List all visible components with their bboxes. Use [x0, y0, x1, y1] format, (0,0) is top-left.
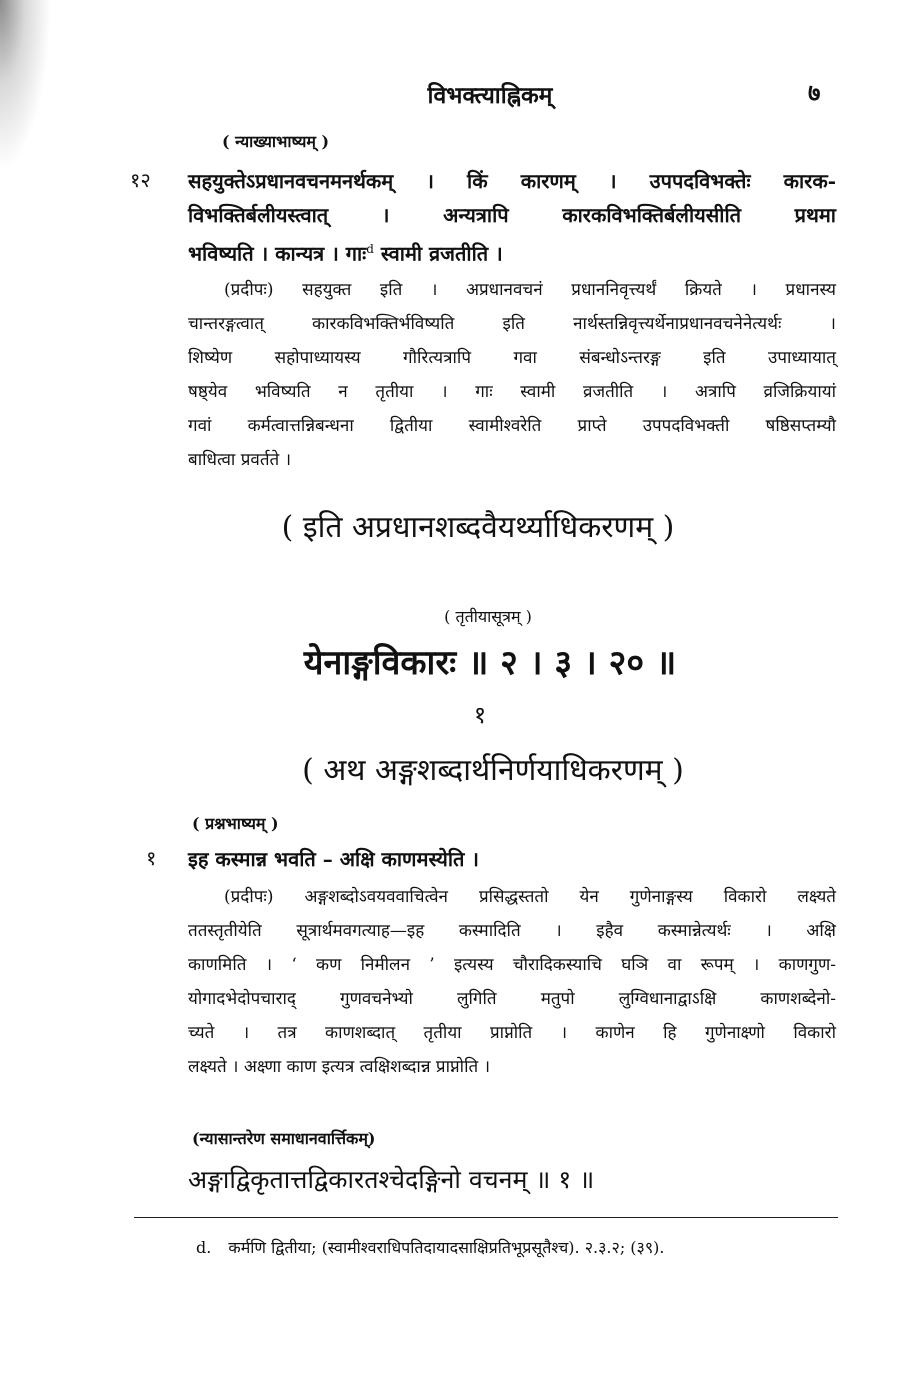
prashna-text: इह कस्मान्न भवति – अक्षि काणमस्येति । [188, 847, 479, 871]
vartika-label: (न्यासान्तरेण समाधानवार्त्तिकम्) [192, 1129, 376, 1148]
commentary-line: काणमिति । ‘ कण निमीलन ’ इत्यस्य चौरादिकस्याचि घञि वा रूपम् । काणगुण- [188, 955, 836, 975]
sutra-label: ( तृतीयासूत्रम् ) [444, 607, 532, 626]
footnote-marker: d [366, 242, 374, 256]
bhashya-text [188, 164, 836, 271]
footnote-marker-label: d. [196, 1238, 212, 1257]
bhashya-line: सहयुक्तेऽप्रधानवचनमनर्थकम् । किं कारणम् । उपपदविभक्तेः कारक- [188, 169, 836, 193]
commentary-line: बाधित्वा प्रवर्तते । [188, 450, 292, 470]
footnote [196, 1236, 846, 1258]
running-header-title: विभक्त्याह्निकम् [427, 82, 553, 109]
scan-edge-shadow [0, 0, 60, 200]
bhashya-number: १२ [130, 168, 151, 192]
prashna-number: १ [146, 846, 157, 870]
commentary-line: गवां कर्मत्वात्तन्निबन्धना द्वितीया स्वामीश्वरेति प्राप्ते उपपदविभक्ती षष्ठिसप्तम्यौ [188, 416, 836, 436]
adhikarana-heading: ( अथ अङ्गशब्दार्थनिर्णयाधिकरणम् ) [302, 753, 684, 788]
commentary-line: चान्तरङ्गत्वात् कारकविभक्तिर्भविष्यति इति नार्थस्तन्निवृत्त्यर्थेनाप्रधानवचनेनेत्यर्थः । [188, 314, 836, 334]
commentary-line: (प्रदीपः) सहयुक्त इति । अप्रधानवचनं प्रधाननिवृत्त्यर्थं क्रियते । प्रधानस्य [224, 280, 836, 300]
commentary-line: योगादभेदोपचाराद् गुणवचनेभ्यो लुगिति मतुपो लुग्विधानाद्वाऽक्षि काणशब्देनो- [188, 989, 836, 1009]
pradipa-commentary-1 [188, 273, 836, 477]
prashna-bhashya-label: ( प्रश्नभाष्यम् ) [192, 814, 279, 833]
commentary-line: ततस्तृतीयेति सूत्रार्थमवगत्याह—इह कस्मादिति । इहैव कस्मान्नेत्यर्थः । अक्षि [188, 921, 836, 941]
footnote-rule [134, 1217, 838, 1218]
commentary-line: शिष्येण सहोपाध्यायस्य गौरित्यत्रापि गवा संबन्धोऽन्तरङ्ग इति उपाध्यायात् [188, 348, 836, 368]
vartika-text: अङ्गाद्विकृतात्तद्विकारतश्चेदङ्गिनो वचनम् ॥ १ ॥ [188, 1165, 595, 1194]
bhashya-line: भविष्यति । कान्यत्र । गाः$^d$ स्वामी व्रजतीति । [188, 241, 503, 266]
commentary-line: च्यते । तत्र काणशब्दात् तृतीया प्राप्नोति । काणेन हि गुणेनाक्ष्णो विकारो [188, 1023, 836, 1043]
commentary-line: लक्ष्यते । अक्ष्णा काण इत्यत्र त्वक्षिशब्दान्न प्राप्नोति । [188, 1057, 491, 1077]
pradipa-commentary-2 [188, 880, 836, 1084]
sutra-number: १ [473, 701, 487, 729]
footnote-text: कर्मणि द्वितीया; (स्वामीश्वराधिपतिदायादसाक्षिप्रतिभूप्रसूतैश्च). २.३.२; (३९). [228, 1238, 665, 1257]
commentary-line: (प्रदीपः) अङ्गशब्दोऽवयववाचित्वेन प्रसिद्धस्ततो येन गुणेनाङ्गस्य विकारो लक्ष्यते [224, 887, 836, 907]
sutra-title: येनाङ्गविकारः ॥ २ । ३ । २० ॥ [303, 643, 677, 683]
bhashya-label: ( न्याख्याभाष्यम् ) [222, 132, 330, 151]
bhashya-line: विभक्तिर्बलीयस्त्वात् । अन्यत्रापि कारकविभक्तिर्बलीयसीति प्रथमा [188, 203, 836, 227]
page-number: ७ [808, 78, 821, 107]
adhikarana-closing: ( इति अप्रधानशब्दवैयर्थ्याधिकरणम् ) [281, 510, 675, 545]
commentary-line: षष्ठ्येव भविष्यति न तृतीया । गाः स्वामी व्रजतीति । अत्रापि व्रजिक्रियायां [188, 382, 836, 402]
